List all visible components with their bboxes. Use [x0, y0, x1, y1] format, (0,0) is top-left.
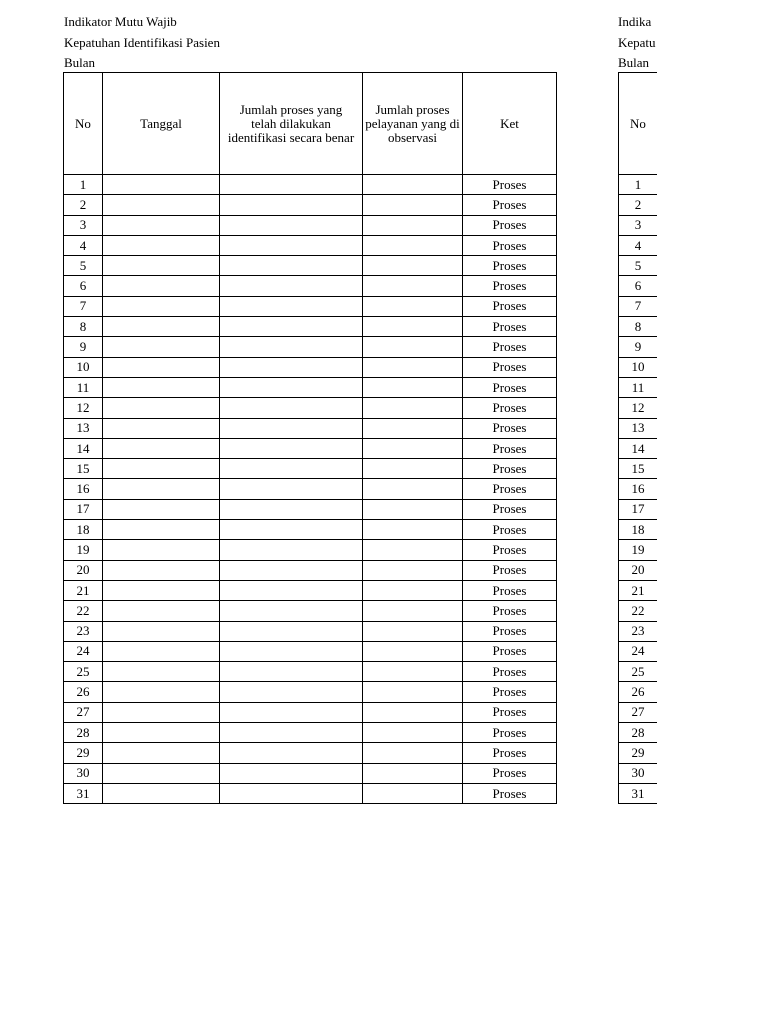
ket-cell: Proses — [463, 276, 557, 296]
table-row — [64, 743, 557, 763]
correct-count-cell — [220, 296, 363, 316]
ket-cell: Proses — [463, 215, 557, 235]
ket-cell: Proses — [463, 235, 557, 255]
row-number: 27 — [64, 702, 103, 722]
table-row — [64, 256, 557, 276]
table-row — [64, 783, 557, 803]
ket-cell: Proses — [463, 702, 557, 722]
ket-cell: Proses — [463, 783, 557, 803]
correct-count-cell — [220, 641, 363, 661]
tanggal-cell — [103, 743, 220, 763]
correct-count-cell — [220, 499, 363, 519]
row-number: 18 — [619, 520, 658, 540]
tanggal-cell — [103, 479, 220, 499]
ket-cell: Proses — [463, 398, 557, 418]
table-row — [619, 540, 658, 560]
row-number: 1 — [64, 175, 103, 195]
ket-cell: Proses — [463, 601, 557, 621]
row-number: 6 — [619, 276, 658, 296]
row-number: 10 — [619, 357, 658, 377]
row-number: 3 — [64, 215, 103, 235]
table-row — [64, 499, 557, 519]
correct-count-cell — [220, 662, 363, 682]
row-number: 24 — [619, 641, 658, 661]
table-row — [619, 702, 658, 722]
table-row — [619, 621, 658, 641]
observed-count-cell — [363, 601, 463, 621]
ket-cell: Proses — [463, 641, 557, 661]
tanggal-cell — [103, 682, 220, 702]
table-row — [64, 702, 557, 722]
row-number: 2 — [619, 195, 658, 215]
tanggal-cell — [103, 499, 220, 519]
table-row — [619, 601, 658, 621]
ket-cell: Proses — [463, 520, 557, 540]
table-row — [64, 337, 557, 357]
row-number: 17 — [619, 499, 658, 519]
table-row — [64, 357, 557, 377]
tanggal-cell — [103, 601, 220, 621]
row-number: 16 — [619, 479, 658, 499]
table-row — [64, 175, 557, 195]
header-month: Bulan — [64, 55, 96, 70]
observed-count-cell — [363, 357, 463, 377]
header-indicator-right: Indika — [618, 15, 652, 29]
tanggal-cell — [103, 459, 220, 479]
row-number: 13 — [64, 418, 103, 438]
row-number: 13 — [619, 418, 658, 438]
observation-table-right — [618, 72, 657, 804]
row-number: 26 — [64, 682, 103, 702]
col-header-no: No — [64, 73, 103, 175]
row-number: 31 — [619, 783, 658, 803]
row-number: 30 — [619, 763, 658, 783]
table-row — [64, 682, 557, 702]
observed-count-cell — [363, 499, 463, 519]
correct-count-cell — [220, 195, 363, 215]
ket-cell: Proses — [463, 621, 557, 641]
tanggal-cell — [103, 438, 220, 458]
row-number: 16 — [64, 479, 103, 499]
row-number: 18 — [64, 520, 103, 540]
observed-count-cell — [363, 702, 463, 722]
tanggal-cell — [103, 175, 220, 195]
tanggal-cell — [103, 215, 220, 235]
col-header-tanggal: Tanggal — [103, 73, 220, 175]
tanggal-cell — [103, 763, 220, 783]
table-row — [64, 520, 557, 540]
observed-count-cell — [363, 580, 463, 600]
ket-cell: Proses — [463, 743, 557, 763]
table-row — [64, 276, 557, 296]
row-number: 9 — [64, 337, 103, 357]
row-number: 23 — [64, 621, 103, 641]
tanggal-cell — [103, 560, 220, 580]
ket-cell: Proses — [463, 337, 557, 357]
table-row — [64, 418, 557, 438]
table-row — [64, 377, 557, 397]
table-row — [619, 357, 658, 377]
observed-count-cell — [363, 317, 463, 337]
table-row — [619, 560, 658, 580]
table-row — [619, 276, 658, 296]
table-row — [619, 235, 658, 255]
observed-count-cell — [363, 662, 463, 682]
row-number: 25 — [619, 662, 658, 682]
tanggal-cell — [103, 621, 220, 641]
col-header-correct-identification: Jumlah proses yang telah dilakukan identifikasi secara benar — [220, 73, 363, 175]
correct-count-cell — [220, 459, 363, 479]
correct-count-cell — [220, 540, 363, 560]
row-number: 8 — [619, 317, 658, 337]
table-row — [619, 520, 658, 540]
observed-count-cell — [363, 215, 463, 235]
observed-count-cell — [363, 641, 463, 661]
table-row — [619, 377, 658, 397]
correct-count-cell — [220, 783, 363, 803]
table-row — [64, 195, 557, 215]
row-number: 11 — [64, 377, 103, 397]
table-row — [619, 418, 658, 438]
row-number: 8 — [64, 317, 103, 337]
row-number: 28 — [64, 723, 103, 743]
row-number: 10 — [64, 357, 103, 377]
observed-count-cell — [363, 337, 463, 357]
header-indicator: Indikator Mutu Wajib — [64, 14, 177, 29]
ket-cell: Proses — [463, 459, 557, 479]
ket-cell: Proses — [463, 175, 557, 195]
table-row — [619, 215, 658, 235]
table-row — [619, 783, 658, 803]
observed-count-cell — [363, 763, 463, 783]
table-row — [619, 682, 658, 702]
header-title: Kepatuhan Identifikasi Pasien — [64, 35, 220, 50]
tanggal-cell — [103, 195, 220, 215]
observed-count-cell — [363, 520, 463, 540]
row-number: 5 — [619, 256, 658, 276]
row-number: 12 — [64, 398, 103, 418]
tanggal-cell — [103, 783, 220, 803]
row-number: 19 — [619, 540, 658, 560]
row-number: 26 — [619, 682, 658, 702]
correct-count-cell — [220, 256, 363, 276]
table-row — [64, 621, 557, 641]
observed-count-cell — [363, 479, 463, 499]
observed-count-cell — [363, 175, 463, 195]
table-row — [619, 763, 658, 783]
row-number: 29 — [619, 743, 658, 763]
correct-count-cell — [220, 520, 363, 540]
tanggal-cell — [103, 723, 220, 743]
row-number: 12 — [619, 398, 658, 418]
table-row — [64, 296, 557, 316]
row-number: 14 — [619, 438, 658, 458]
correct-count-cell — [220, 702, 363, 722]
tanggal-cell — [103, 256, 220, 276]
table-row — [64, 235, 557, 255]
correct-count-cell — [220, 682, 363, 702]
correct-count-cell — [220, 276, 363, 296]
table-row — [64, 763, 557, 783]
correct-count-cell — [220, 235, 363, 255]
observed-count-cell — [363, 296, 463, 316]
observed-count-cell — [363, 398, 463, 418]
observed-count-cell — [363, 560, 463, 580]
row-number: 21 — [619, 580, 658, 600]
header-month-right: Bulan — [618, 56, 650, 70]
col-header-no-right: No — [619, 73, 658, 175]
observed-count-cell — [363, 743, 463, 763]
tanggal-cell — [103, 418, 220, 438]
ket-cell: Proses — [463, 377, 557, 397]
table-row — [619, 175, 658, 195]
col-header-ket: Ket — [463, 73, 557, 175]
row-number: 20 — [64, 560, 103, 580]
correct-count-cell — [220, 317, 363, 337]
table-row — [619, 296, 658, 316]
row-number: 19 — [64, 540, 103, 560]
ket-cell: Proses — [463, 662, 557, 682]
row-number: 3 — [619, 215, 658, 235]
tanggal-cell — [103, 377, 220, 397]
table-row — [64, 601, 557, 621]
observed-count-cell — [363, 235, 463, 255]
row-number: 24 — [64, 641, 103, 661]
correct-count-cell — [220, 377, 363, 397]
row-number: 22 — [64, 601, 103, 621]
correct-count-cell — [220, 743, 363, 763]
correct-count-cell — [220, 418, 363, 438]
table-row — [619, 317, 658, 337]
row-number: 15 — [64, 459, 103, 479]
col-header-observed-processes: Jumlah proses pelayanan yang di observasi — [363, 73, 463, 175]
observed-count-cell — [363, 783, 463, 803]
observed-count-cell — [363, 276, 463, 296]
right-table-clip — [612, 0, 657, 810]
row-number: 25 — [64, 662, 103, 682]
tanggal-cell — [103, 317, 220, 337]
correct-count-cell — [220, 763, 363, 783]
ket-cell: Proses — [463, 540, 557, 560]
table-row — [619, 723, 658, 743]
table-row — [619, 337, 658, 357]
table-row — [619, 743, 658, 763]
correct-count-cell — [220, 560, 363, 580]
ket-cell: Proses — [463, 723, 557, 743]
tanggal-cell — [103, 641, 220, 661]
row-number: 7 — [64, 296, 103, 316]
table-row — [619, 398, 658, 418]
observed-count-cell — [363, 682, 463, 702]
row-number: 21 — [64, 580, 103, 600]
observed-count-cell — [363, 621, 463, 641]
tanggal-cell — [103, 276, 220, 296]
tanggal-cell — [103, 337, 220, 357]
row-number: 28 — [619, 723, 658, 743]
ket-cell: Proses — [463, 560, 557, 580]
tanggal-cell — [103, 580, 220, 600]
table-row — [64, 317, 557, 337]
row-number: 31 — [64, 783, 103, 803]
row-number: 29 — [64, 743, 103, 763]
table-row — [619, 195, 658, 215]
row-number: 22 — [619, 601, 658, 621]
table-row — [64, 438, 557, 458]
correct-count-cell — [220, 601, 363, 621]
table-row — [619, 459, 658, 479]
row-number: 14 — [64, 438, 103, 458]
ket-cell: Proses — [463, 296, 557, 316]
table-row — [64, 479, 557, 499]
tanggal-cell — [103, 520, 220, 540]
table-row — [64, 580, 557, 600]
observed-count-cell — [363, 438, 463, 458]
ket-cell: Proses — [463, 763, 557, 783]
table-row — [619, 580, 658, 600]
correct-count-cell — [220, 175, 363, 195]
correct-count-cell — [220, 438, 363, 458]
table-row — [64, 540, 557, 560]
row-number: 17 — [64, 499, 103, 519]
table-row — [64, 215, 557, 235]
row-number: 2 — [64, 195, 103, 215]
row-number: 1 — [619, 175, 658, 195]
tanggal-cell — [103, 357, 220, 377]
correct-count-cell — [220, 479, 363, 499]
row-number: 20 — [619, 560, 658, 580]
observation-table — [63, 72, 557, 804]
correct-count-cell — [220, 215, 363, 235]
table-row — [619, 438, 658, 458]
row-number: 27 — [619, 702, 658, 722]
observed-count-cell — [363, 195, 463, 215]
ket-cell: Proses — [463, 438, 557, 458]
row-number: 9 — [619, 337, 658, 357]
ket-cell: Proses — [463, 499, 557, 519]
tanggal-cell — [103, 702, 220, 722]
row-number: 7 — [619, 296, 658, 316]
row-number: 11 — [619, 377, 658, 397]
tanggal-cell — [103, 398, 220, 418]
correct-count-cell — [220, 621, 363, 641]
observed-count-cell — [363, 418, 463, 438]
table-row — [619, 662, 658, 682]
correct-count-cell — [220, 723, 363, 743]
row-number: 4 — [619, 235, 658, 255]
observed-count-cell — [363, 256, 463, 276]
ket-cell: Proses — [463, 256, 557, 276]
table-row — [619, 641, 658, 661]
row-number: 15 — [619, 459, 658, 479]
observed-count-cell — [363, 377, 463, 397]
ket-cell: Proses — [463, 317, 557, 337]
observed-count-cell — [363, 723, 463, 743]
row-number: 23 — [619, 621, 658, 641]
observed-count-cell — [363, 459, 463, 479]
table-row — [619, 479, 658, 499]
tanggal-cell — [103, 235, 220, 255]
ket-cell: Proses — [463, 580, 557, 600]
tanggal-cell — [103, 662, 220, 682]
table-row — [64, 641, 557, 661]
correct-count-cell — [220, 337, 363, 357]
ket-cell: Proses — [463, 418, 557, 438]
table-row — [64, 560, 557, 580]
ket-cell: Proses — [463, 479, 557, 499]
correct-count-cell — [220, 357, 363, 377]
row-number: 6 — [64, 276, 103, 296]
row-number: 30 — [64, 763, 103, 783]
ket-cell: Proses — [463, 195, 557, 215]
header-title-right: Kepatu — [618, 36, 656, 50]
ket-cell: Proses — [463, 682, 557, 702]
table-row — [64, 723, 557, 743]
row-number: 5 — [64, 256, 103, 276]
row-number: 4 — [64, 235, 103, 255]
ket-cell: Proses — [463, 357, 557, 377]
tanggal-cell — [103, 296, 220, 316]
table-row — [64, 662, 557, 682]
correct-count-cell — [220, 398, 363, 418]
table-row — [619, 499, 658, 519]
table-row — [64, 459, 557, 479]
table-row — [64, 398, 557, 418]
table-row — [619, 256, 658, 276]
correct-count-cell — [220, 580, 363, 600]
tanggal-cell — [103, 540, 220, 560]
observed-count-cell — [363, 540, 463, 560]
